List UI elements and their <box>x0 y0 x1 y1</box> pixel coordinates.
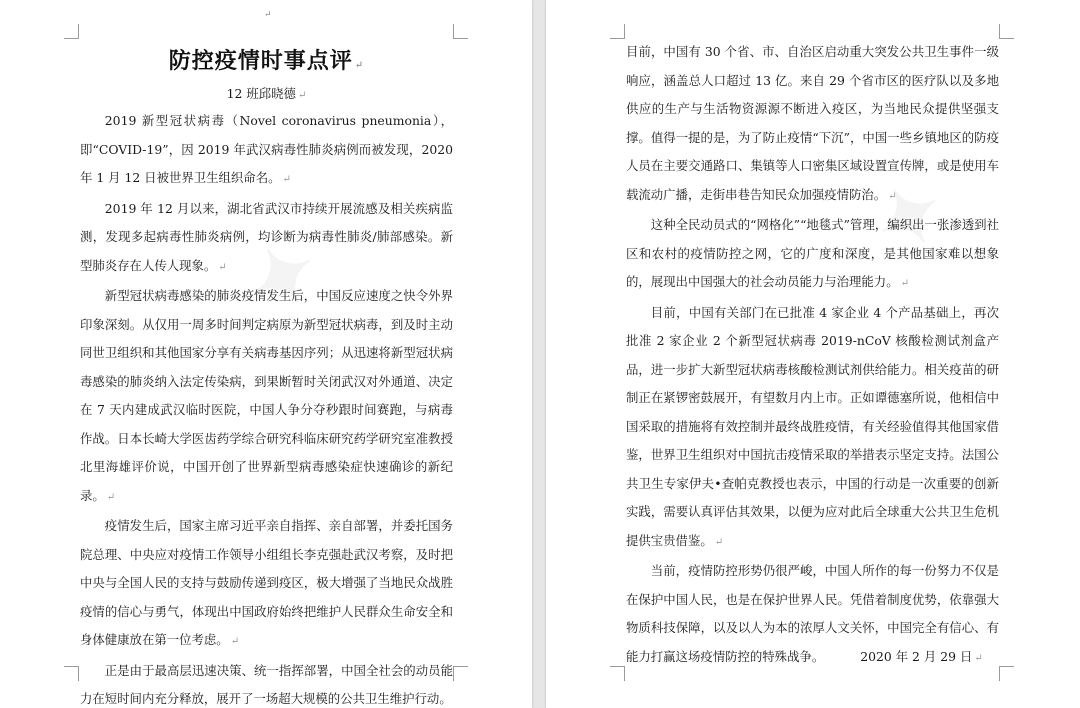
paragraph-text: 当前，疫情防控形势仍很严峻，中国人所作的每一份努力不仅是在保护中国人民，也是在保护世界人民。凭借着制度优势，依靠强大物质科技保障，以及以人为本的浓厚人文关怀，中国完全有信心、有能力打赢这场疫情防控的特殊战争。 <box>626 563 999 664</box>
paragraph-text: 2019 新型冠状病毒（Novel coronavirus pneumonia），即“COVID-19”，因 2019 年武汉病毒性肺炎病例而被发现，2020 年 1 月 12 日被世界卫生组织命名。 <box>80 113 453 185</box>
paragraph-mark: ↵ <box>230 636 240 647</box>
crop-mark-bottom-left <box>610 666 625 681</box>
paragraph-mark: ↵ <box>297 90 307 101</box>
paragraph-text: 目前，中国有关部门在已批准 4 家企业 4 个产品基础上，再次批准 2 家企业 2 个新型冠状病毒 2019-nCoV 核酸检测试剂盒产品，进一步扩大新型冠状病毒核酸检测试剂供给能力。相关疫苗的研制正在紧锣密鼓展开，有望数月内上市。正如谭德塞所说，他相信中国采取的措施将有效控制并最终战胜疫情，有关经验值得其他国家借鉴，世界卫生组织对中国抗击疫情采取的举措表示坚定支持。法国公共卫生专家伊夫•查帕克教授也表示，中国的行动是一次重要的创新实践，需要认真评估其效果，以便为应对此后全球重大公共卫生危机提供宝贵借鉴。 <box>626 304 999 548</box>
paragraph-mark: ↵ <box>974 652 983 664</box>
crop-mark-top-left <box>610 24 625 39</box>
paragraph[interactable] <box>80 195 453 283</box>
crop-mark-bottom-left <box>64 666 79 681</box>
paragraph-mark: ↵ <box>714 536 724 548</box>
paragraph-mark: ↵ <box>888 190 897 202</box>
paragraph-mark: ↵ <box>218 261 227 273</box>
paragraph-text: 目前，中国有 30 个省、市、自治区启动重大突发公共卫生事件一级响应，涵盖总人口超过 13 亿。来自 29 个省市区的医疗队以及多地供应的生产与生活物资源源不断进入疫区，为当地民众提供坚强支撑。值得一提的是，为了防止疫情“下沉”，中国一些乡镇地区的防疫人员在主要交通路口、集镇等人口密集区域设置宣传牌，或是使用车载流动广播，走街串巷告知民众加强疫情防治。 <box>626 44 999 202</box>
crop-mark-bottom-right <box>453 666 468 681</box>
crop-mark-top-left <box>64 24 79 39</box>
paragraph-text: 新型冠状病毒感染的肺炎疫情发生后，中国反应速度之快令外界印象深刻。从仅用一周多时间判定病原为新型冠状病毒，到及时主动同世卫组织和其他国家分享有关病毒基因序列；从迅速将新型冠状病毒感染的肺炎纳入法定传染病，到果断暂时关闭武汉对外通道、决定在 7 天内建成武汉临时医院，中国人争分夺秒跟时间赛跑，与病毒作战。日本长崎大学医齿药学综合研究科临床研究药学研究室准教授北里海雄评价说，中国开创了世界新型病毒感染症快速确诊的新纪录。 <box>80 288 453 503</box>
paragraph[interactable] <box>80 657 453 708</box>
paragraph-mark: ↵ <box>900 278 909 289</box>
document-page-1[interactable] <box>0 0 532 708</box>
crop-mark-top-right <box>999 24 1014 39</box>
paragraph-mark: ↵ <box>106 491 116 503</box>
paragraph[interactable] <box>80 512 453 657</box>
page-2-body[interactable] <box>626 38 999 673</box>
document-title-text: 防控疫情时事点评 <box>168 48 353 74</box>
document-author-text: 12 班邱晓德 <box>226 86 296 101</box>
paragraph-mark: ↵ <box>282 174 291 185</box>
page-1-body[interactable] <box>80 107 453 708</box>
document-page-2[interactable] <box>546 0 1080 708</box>
paragraph[interactable] <box>626 299 999 558</box>
crop-mark-bottom-right <box>999 666 1014 681</box>
paragraph[interactable] <box>626 557 999 673</box>
crop-mark-top-right <box>453 24 468 39</box>
paragraph[interactable] <box>80 282 453 512</box>
paragraph-mark: ↵ <box>354 60 365 71</box>
paragraph-text: 这种全民动员式的“网格化”“地毯式”管理，编织出一张渗透到社区和农村的疫情防控之网，它的广度和深度，是其他国家难以想象的，展现出中国强大的社会动员能力与治理能力。 <box>626 217 999 289</box>
paragraph-text: 2019 年 12 月以来，湖北省武汉市持续开展流感及相关疾病监测，发现多起病毒性肺炎病例，均诊断为病毒性肺炎/肺部感染。新型肺炎存在人传人现象。 <box>80 200 453 273</box>
signoff-date: 2020 年 2 月 29 日 <box>860 648 973 664</box>
header-paragraph-mark: ↵ <box>264 10 272 20</box>
paragraph[interactable] <box>80 107 453 195</box>
paragraph-text: 正是由于最高层迅速决策、统一指挥部署，中国全社会的动员能力在短时间内充分释放，展开了一场超大规模的公共卫生维护行动。 <box>80 662 453 706</box>
paragraph[interactable] <box>626 38 999 211</box>
paragraph[interactable] <box>626 211 999 299</box>
document-title[interactable] <box>80 44 453 75</box>
document-author[interactable] <box>80 84 453 102</box>
paragraph-text: 疫情发生后，国家主席习近平亲自指挥、亲自部署，并委托国务院总理、中央应对疫情工作领导小组组长李克强赴武汉考察，及时把中央与全国人民的支持与鼓励传递到疫区，极大增强了当地民众战胜疫情的信心与勇气，体现出中国政府始终把维护人民群众生命安全和身体健康放在第一位考虑。 <box>80 518 453 647</box>
